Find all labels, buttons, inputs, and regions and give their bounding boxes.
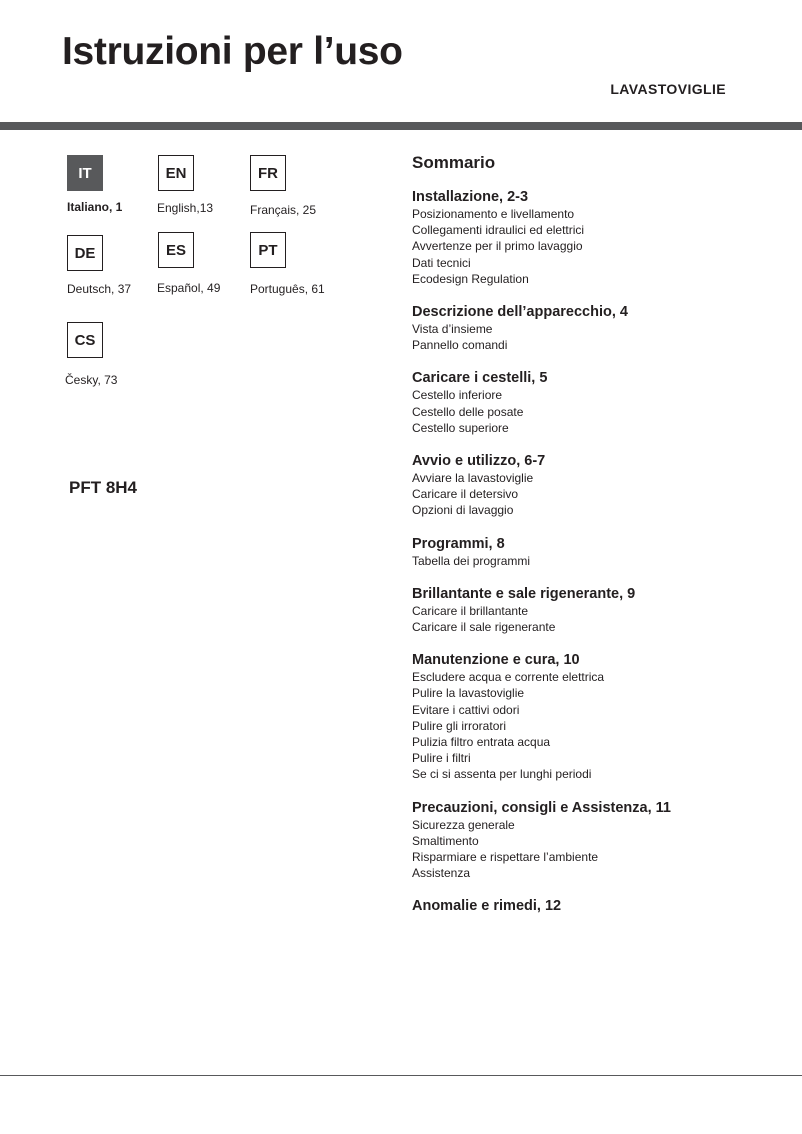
toc-section-title[interactable]: Programmi, 8	[412, 535, 505, 552]
toc-heading: Sommario	[412, 153, 496, 172]
header-divider	[0, 122, 802, 130]
lang-caption-de: Deutsch, 37	[67, 282, 132, 296]
toc-section-title[interactable]: Brillantante e sale rigenerante, 9	[412, 585, 636, 602]
toc-item[interactable]: Sicurezza generale	[412, 817, 515, 832]
toc-item[interactable]: Caricare il detersivo	[412, 487, 519, 502]
product-type-label: LAVASTOVIGLIE	[610, 81, 726, 97]
lang-box-es[interactable]: ES	[158, 232, 194, 268]
toc-item[interactable]: Dati tecnici	[412, 255, 471, 270]
page-title: Istruzioni per l’uso	[62, 30, 403, 73]
toc-item[interactable]: Cestello delle posate	[412, 404, 524, 419]
toc-item[interactable]: Pannello comandi	[412, 338, 508, 353]
lang-box-cs[interactable]: CS	[67, 322, 103, 358]
toc-section-precauzioni	[412, 799, 792, 882]
toc-section-title[interactable]: Descrizione dell’apparecchio, 4	[412, 304, 628, 321]
lang-caption-pt: Português, 61	[250, 282, 325, 296]
toc-section-title[interactable]: Anomalie e rimedi, 12	[412, 898, 562, 915]
toc-item[interactable]: Cestello superiore	[412, 420, 509, 435]
lang-caption-fr: Français, 25	[250, 203, 317, 217]
toc-section-brillantante	[412, 585, 792, 635]
lang-box-it[interactable]: IT	[67, 155, 103, 191]
toc-section-descrizione	[412, 303, 792, 353]
toc-item[interactable]: Risparmiare e rispettare l’ambiente	[412, 850, 599, 865]
toc-section-title[interactable]: Caricare i cestelli, 5	[412, 370, 548, 387]
toc-section-title[interactable]: Precauzioni, consigli e Assistenza, 11	[412, 799, 671, 816]
toc-item[interactable]: Pulire la lavastoviglie	[412, 686, 525, 701]
lang-box-de[interactable]: DE	[67, 235, 103, 271]
toc-item[interactable]: Evitare i cattivi odori	[412, 702, 520, 717]
toc-item[interactable]: Se ci si assenta per lunghi periodi	[412, 767, 592, 782]
toc-item[interactable]: Escludere acqua e corrente elettrica	[412, 670, 605, 685]
lang-caption-en: English,13	[157, 201, 214, 215]
toc-item[interactable]: Pulire i filtri	[412, 751, 471, 766]
lang-caption-it: Italiano, 1	[67, 200, 123, 214]
model-name: PFT 8H4	[69, 478, 138, 497]
toc-item[interactable]: Assistenza	[412, 866, 471, 881]
toc-item[interactable]: Avvertenze per il primo lavaggio	[412, 239, 583, 254]
toc-item[interactable]: Caricare il brillantante	[412, 603, 529, 618]
toc-section-title[interactable]: Manutenzione e cura, 10	[412, 652, 580, 669]
toc-item[interactable]: Pulire gli irroratori	[412, 718, 507, 733]
lang-caption-cs: Česky, 73	[65, 373, 118, 387]
toc-item[interactable]: Tabella dei programmi	[412, 553, 531, 568]
toc-section-anomalie	[412, 897, 792, 915]
toc-item[interactable]: Smaltimento	[412, 833, 479, 848]
toc-section-cestelli	[412, 369, 792, 436]
lang-box-en[interactable]: EN	[158, 155, 194, 191]
toc-item[interactable]: Pulizia filtro entrata acqua	[412, 735, 551, 750]
toc-item[interactable]: Caricare il sale rigenerante	[412, 620, 556, 635]
toc-item[interactable]: Vista d’insieme	[412, 322, 493, 337]
toc-item[interactable]: Cestello inferiore	[412, 388, 503, 403]
lang-caption-es: Español, 49	[157, 281, 221, 295]
lang-box-fr[interactable]: FR	[250, 155, 286, 191]
toc-section-title[interactable]: Avvio e utilizzo, 6-7	[412, 453, 546, 470]
toc-section-avvio	[412, 452, 792, 519]
toc-section-manutenzione	[412, 651, 792, 782]
lang-box-pt[interactable]: PT	[250, 232, 286, 268]
toc-item[interactable]: Opzioni di lavaggio	[412, 503, 514, 518]
toc-section-installazione	[412, 188, 792, 287]
toc-section-programmi	[412, 535, 792, 569]
toc-item[interactable]: Collegamenti idraulici ed elettrici	[412, 223, 585, 238]
toc-item[interactable]: Avviare la lavastoviglie	[412, 471, 534, 486]
toc-item[interactable]: Ecodesign Regulation	[412, 271, 529, 286]
footer-divider	[0, 1075, 802, 1076]
table-of-contents	[412, 152, 792, 931]
toc-section-title[interactable]: Installazione, 2-3	[412, 189, 529, 205]
toc-item[interactable]: Posizionamento e livellamento	[412, 207, 575, 221]
